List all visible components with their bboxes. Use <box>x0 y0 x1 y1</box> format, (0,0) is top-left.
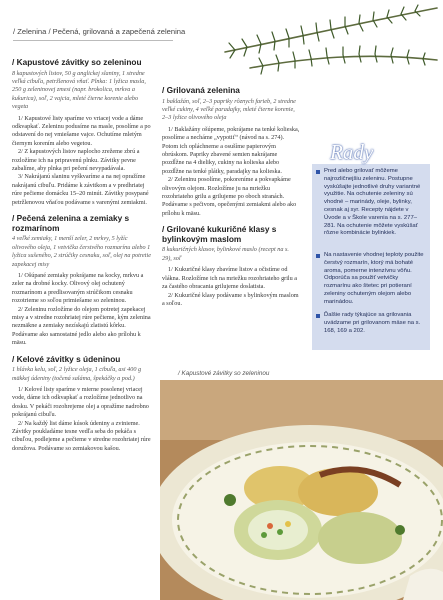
tip-item <box>324 252 426 307</box>
recipe-step: 1/ Kelové listy sparíme v mierne posolenej vriacej vode, dáme ich odkvapkať a rozložíme jednotlivo na dosku. V pekáči rozohrejeme olej a opražíme nadrobno pokrájanú cibuľu. <box>12 385 149 419</box>
recipe-step: 1/ Baklažány ošúpeme, pokrájame na tenké kolieska, posolíme a necháme „vypotiť“ (návod na s. 274). Potom ich opláchneme a osušíme papierovým obrúskom. Papriky zbavené semien nakrájame pozdĺžne na 4 dieliky, cukiny na kolieska alebo pozdĺžne na tenké plátky, paradajky na kolieska. <box>162 125 300 175</box>
recipe-step: 2/ Na každý list dáme kúsok údeniny a zvinieme. Závitky poukladáme tesne vedľa seba do pekáča s cibuľou, podlejeme a pečieme v stredne rozohriatej rúre doružova. Podávame so zemiakovou kašou. <box>12 419 151 452</box>
photo-caption: / Kapustové závitky so zeleninou <box>178 370 270 377</box>
recipe-step: 3/ Nakrájanú slaninu vyškvaríme a na nej opražíme nakrájanú cibuľu. Pridáme k závitkom a v predhriatej rúre pečieme domácku 15–20 minút. Závitky posypané petržlenovou vňaťou podávame s varenými zemiakmi. <box>12 173 149 206</box>
tip-text: Ďalšie rady týkajúce sa grilovania uvádzame pri grilovanom mäse na s. 168, 169 a 202. <box>324 312 421 334</box>
recipe-step: 1/ Kapustové listy sparíme vo vriacej vode a dáme odkvapkať. Zeleninu podusíme na masle, posolíme a po odstavení do nej vmiešame vajce. Ochutíme mletým čiernym korením alebo vegetou. <box>12 114 151 147</box>
recipe-step: 1/ Ošúpané zemiaky pokrájame na kocky, mrkvu a zeler na drobné kocky. Olivový olej ochutený rozmarínom a predlisovaným strúčikom cesnaku rozotrieme so soľou primiešame so zeleninou. <box>12 271 144 305</box>
recipe-ingredients: 8 kapustových listov, 50 g anglickej slaniny, 1 stredne veľká cibuľa, petržlenová vňať. Plnka: 1 lyžica masla, 250 g zeleninovej zmesi (napr. brokolica, mrkva a kukurica), soľ, 2 vajcia, mleté čierne korenie alebo vegeta <box>12 69 146 111</box>
bullet-square-icon <box>316 254 320 258</box>
tip-text: Pred alebo grilovať môžeme najrozličnejšiu zeleninu. Postupne vyskúšajte jednotlivé druhy variantné využitie. Na ochutenie zeleniny sú vhodné – marinády, oleje, bylinky, cesnak aj syr. Recepty nájdete v Úvode a v Škole varenia na s. 277–281. Na ochutenie môžete vyskúšať rôzne kombinácie bylinkiek. <box>324 168 421 237</box>
header-divider <box>13 40 173 41</box>
recipe-title: / Kelové závitky s údeninou <box>12 353 121 364</box>
bullet-square-icon <box>316 170 320 174</box>
recipe-kapustove-zavitky <box>12 58 152 207</box>
recipe-grilovana-zelenina <box>162 86 300 218</box>
tips-title: Rady <box>330 140 374 164</box>
recipe-column-middle <box>162 86 300 308</box>
recipe-step: 2/ Zeleninu rozložíme do olejom potretej zapekacej misy a v stredne rozohriatej rúre pečieme, kým zelenina nezmäkne a zemiaky nezískajú zlatistú kôrku. Podávame ako samostatné jedlo alebo ako prílohu k mäsu. <box>12 305 151 347</box>
recipe-title: / Grilované kukuričné klasy s bylinkovým maslom <box>162 224 277 244</box>
recipe-kelove-zavitky <box>12 355 152 454</box>
tip-text: Na nastavenie vhodnej teploty použite čerstvý rozmarín, ktorý má bohaté aroma, pomerne intenzívnu vôňu. Odporúča sa použiť vetvičky rozmarínu ako štetec pri potieraní zeleniny ochuteným olejom alebo marinádou. <box>324 252 424 305</box>
tip-item <box>324 168 426 238</box>
recipe-title: / Grilovaná zelenina <box>162 85 240 95</box>
recipe-column-left <box>12 58 152 453</box>
recipe-kukuricne-klasy <box>162 225 300 308</box>
recipe-pecena-zelenina <box>12 214 152 347</box>
recipe-step: 2/ Kukuričné klasy podávame s bylinkovým maslom a soľou. <box>162 291 299 307</box>
tip-item <box>324 312 426 335</box>
stuffed-cabbage-photo <box>160 380 443 600</box>
recipe-step: 1/ Kukuričné klasy zbavíme listov a očistíme od vlákna. Rozložíme ich na mriežku rozohriateho grilu a za častého obracania grilujeme doslatista. <box>162 266 298 291</box>
recipe-ingredients: 4 veľké zemiaky, 1 menší zeler, 2 mrkvy, 5 lyžíc olivového oleja, 1 vetvička čerstvého rozmarínu alebo 1 lyžica sušeného, 2 strúčiky cesnaku, soľ, olej na potretie zapekacej misy <box>12 235 151 268</box>
bullet-square-icon <box>316 314 320 318</box>
recipe-title: / Pečená zelenina a zemiaky s rozmarínom <box>12 213 130 233</box>
recipe-step: 2/ Z kapustových listov naplocho zrežeme zbrú a rozložíme ich na pripravenú plnku. Závitky pevne zabalíme, aby plnka pri pečení nevypadávala. <box>12 148 140 173</box>
breadcrumb: / Zelenina / Pečená, grilovaná a zapečená zelenina <box>13 27 186 36</box>
recipe-ingredients: 8 kukuričných klasov, bylinkové maslo (recept na s. 29), soľ <box>162 246 289 262</box>
recipe-step: 2/ Zeleninu posolíme, pokoreníme a pokvapkáme olivovým olejom. Rozložíme ju na mriežku rozohriateho grilu a grilujeme po oboch stranách. Podávame s pečivom, opečenými zemiakmi alebo ako prílohu k mäsu. <box>162 176 297 217</box>
recipe-ingredients: 1 hlávka kelu, soľ, 2 lyžice oleja, 1 cibuľa, asi 400 g mäkkej údeniny (točená saláma, špekáčky a pod.) <box>12 366 142 382</box>
rosemary-sprig-image <box>215 0 443 100</box>
recipe-title: / Kapustové závitky so zeleninou <box>12 57 142 67</box>
recipe-ingredients: 1 baklažán, soľ, 2–3 papriky rôznych farieb, 2 stredne veľké cukiny, 4 veľké paradajky, mleté čierne korenie, 2–3 lyžice olivového oleja <box>162 97 296 122</box>
